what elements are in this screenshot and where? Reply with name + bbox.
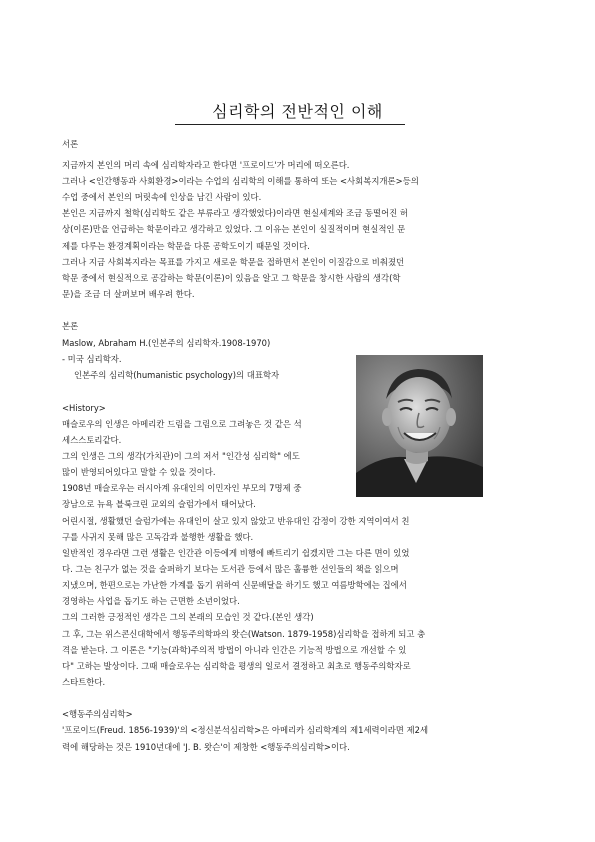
history-line: 장남으로 뉴욕 블룩크린 교외의 슬럼가에서 태어났다.: [62, 499, 256, 509]
intro-line: 학문 중에서 현실적으로 공감하는 학문(이론)이 있음을 알고 그 학문을 창시한 사람의 생각(학: [62, 273, 401, 283]
history-line: 세스스토리같다.: [62, 435, 122, 445]
intro-line: 상(이론)만을 언급하는 학문이라고 생각하고 있었다. 그 이유는 본인이 실질적이며 현실적인 문: [62, 224, 406, 234]
intro-line: 그러나 지금 사회복지라는 목표를 가지고 새로운 학문을 접하면서 본인이 이질감으로 비춰졌던: [62, 257, 405, 267]
portrait-icon: [356, 355, 483, 497]
history-line: 스타트한다.: [62, 677, 106, 687]
intro-line: 지금까지 본인의 머리 속에 심리학자라고 한다면 '프로이드'가 머리에 떠오른다.: [62, 160, 350, 170]
behaviorism-line: '프로이드(Freud. 1856-1939)'의 <정신분석심리학>은 아메리카 심리학계의 제1세력이라면 제2세: [62, 725, 429, 735]
intro-line: 제를 다루는 환경계획이라는 학문을 다룬 공학도이기 때문일 것이다.: [62, 241, 310, 251]
history-line: 일반적인 경우라면 그런 생활은 인간관 이등에게 비행에 빠트리기 쉽겠지만 그는 다른 면이 있었: [62, 548, 410, 558]
history-line: 구를 사귀지 못해 많은 고독감과 불행한 생활을 했다.: [62, 532, 254, 542]
portrait-photo: [356, 355, 483, 497]
history-line: 격을 받는다. 그 이론은 "기능(과학)주의적 방법이 아니라 인간은 기능적 방법으로 개선할 수 있: [62, 645, 407, 655]
page-title: 심리학의 전반적인 이해: [212, 102, 383, 121]
history-line: 매슬로우의 인생은 아메리칸 드림을 그림으로 그려놓은 것 같은 석: [62, 419, 302, 429]
history-line: 어린시절, 생활했던 슬럼가에는 유대인이 살고 있지 않았고 반유대인 감정이 강한 지역이여서 친: [62, 516, 410, 526]
maslow-school: 인본주의 심리학(humanistic psychology)의 대표학자: [74, 370, 280, 380]
history-line: 다" 고하는 발상이다. 그때 매슬로우는 심리학을 평생의 일로서 결정하고 최초로 행동주의학자로: [62, 661, 411, 671]
body-heading: 본론: [62, 321, 79, 331]
behaviorism-heading: <행동주의심리학>: [62, 709, 133, 719]
history-line: 1908년 매슬로우는 러시아계 유대인의 이민자인 부모의 7명제 중: [62, 483, 302, 493]
history-line: 다. 그는 친구가 없는 것을 슬퍼하기 보다는 도서관 등에서 많은 훌륭한 선인들의 책을 읽으며: [62, 564, 399, 574]
history-line: 그 후, 그는 위스콘신대학에서 행동주의학파의 왓슨(Watson. 1879-1958)심리학을 접하게 되고 충: [62, 629, 426, 639]
history-line: 경영하는 사업을 돕기도 하는 근면한 소년이었다.: [62, 596, 240, 606]
behaviorism-line: 력에 해당하는 것은 1910년대에 'J. B. 왓슨'이 제창한 <행동주의심리학>이다.: [62, 742, 350, 752]
intro-line: 문)을 조금 더 살펴보며 배우려 한다.: [62, 289, 195, 299]
intro-line: 그러나 <인간행동과 사회환경>이라는 수업의 심리학의 이해를 통하여 또는 <사회복지개론>등의: [62, 176, 419, 186]
history-line: 많이 반영되어있다고 말할 수 있을 것이다.: [62, 467, 216, 477]
maslow-nationality: - 미국 심리학자.: [62, 354, 122, 364]
maslow-name: Maslow, Abraham H.(인본주의 심리학자.1908-1970): [62, 338, 271, 348]
intro-line: 본인은 지금까지 철학(심리학도 같은 부류라고 생각했었다)이라면 현실세계와 조금 동떨어진 허: [62, 208, 409, 218]
intro-line: 수업 중에서 본인의 머릿속에 인상을 남긴 사람이 있다.: [62, 192, 262, 202]
history-line: 그의 그러한 긍정적인 생각은 그의 본래의 모습인 것 같다.(본인 생각): [62, 612, 314, 622]
history-line: 그의 인생은 그의 생각(가치관)이 그의 저서 "인간성 심리학" 에도: [62, 451, 300, 461]
history-heading: <History>: [62, 403, 106, 413]
history-line: 지냈으며, 한편으로는 가난한 가계를 돕기 위하여 신문배달을 하기도 했고 여름방학에는 집에서: [62, 580, 407, 590]
intro-heading: 서론: [62, 139, 79, 149]
title-underline: [175, 124, 405, 125]
